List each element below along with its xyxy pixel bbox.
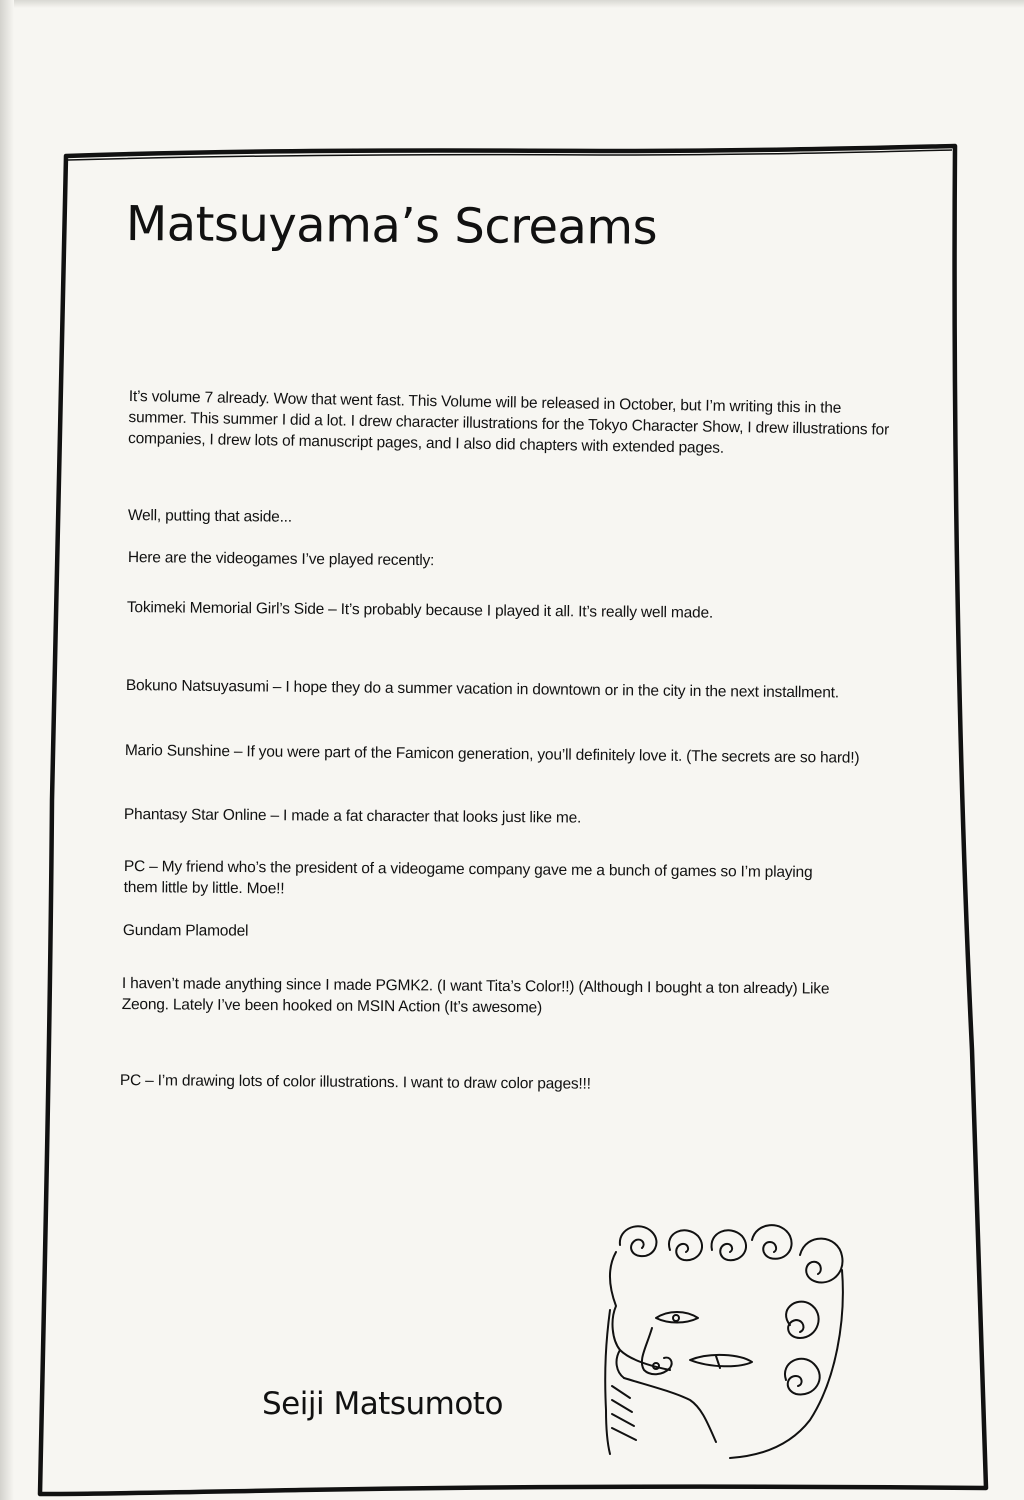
paragraph-bokuno: Bokuno Natsuyasumi – I hope they do a summer vacation in downtown or in the city in the next installment. (125, 676, 840, 702)
paragraph-pgmk2: I haven’t made anything since I made PGMK2. (I want Tita’s Color!!) (Although I bought a ton already) Like Zeong. Lately I’ve been hooked on MSIN Action (It’s awesome) (121, 974, 830, 1017)
paragraph-phantasy: Phantasy Star Online – I made a fat character that looks just like me. (123, 805, 582, 827)
paragraph-intro: It’s volume 7 already. Wow that went fast. This Volume will be released in October, but I’m writing this in the summer. This summer I did a lot. I drew character illustrations for the Tokyo Character Show, I drew illustrations for companies, I drew lots of manuscript pages, and I also did chapters with extended pages. (127, 387, 890, 457)
author-signature: Seiji Matsumoto (262, 1386, 503, 1422)
page-title: Matsuyama’s Screams (125, 196, 658, 256)
paragraph-tokimeki: Tokimeki Memorial Girl’s Side – It’s probably because I played it all. It’s really well made. (126, 598, 714, 622)
paragraph-pc-games: PC – My friend who’s the president of a videogame company gave me a bunch of games so I’m playing them little by little. Moe!! (123, 857, 813, 898)
paragraph-games-intro: Here are the videogames I’ve played recently: (127, 548, 435, 570)
paragraph-gundam: Gundam Plamodel (122, 922, 249, 940)
paragraph-color-pages: PC – I’m drawing lots of color illustrations. I want to draw color pages!!! (119, 1071, 591, 1093)
paragraph-aside: Well, putting that aside... (127, 506, 293, 526)
author-self-portrait-doodle (590, 1210, 860, 1460)
paragraph-mario: Mario Sunshine – If you were part of the Famicon generation, you’ll definitely love it. (The secrets are so hard!) (124, 741, 860, 767)
